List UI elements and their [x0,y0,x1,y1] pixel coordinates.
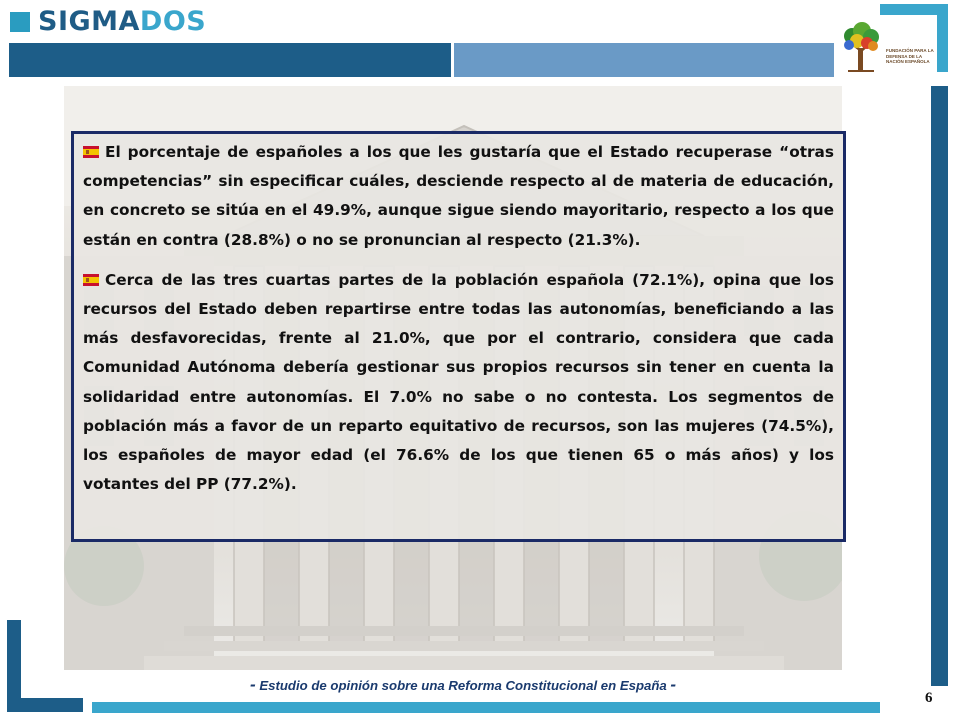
paragraph-2 [83,266,834,500]
paragraph-1-text: El porcentaje de españoles a los que les gustaría que el Estado recuperase “otras competencias” sin especificar cuáles, desciende respecto al de materia de educación, en concreto se sitúa en el 49.9%, aunque sigue siendo mayoritario, respecto a los que están en contra (28.8%) o no se pronuncian al respecto (21.3%). [83,143,834,249]
header-bar-light [454,43,834,77]
footer-title-text: Estudio de opinión sobre una Reforma Constitucional en España [259,678,667,693]
logo-text-sigma: SIGMA [38,6,140,37]
footer-study-title [250,675,790,695]
logo-text [38,8,206,35]
sigmados-logo [10,8,206,35]
paragraph-2-text: Cerca de las tres cuartas partes de la población española (72.1%), opina que los recursos del Estado deben repartirse entre todas las autonomías, beneficiando a las más desfavorecidas, frente al 21.0%, que por el contrario, considera que cada Comunidad Autónoma debería gestionar sus propios recursos sin tener en cuenta la solidaridad entre autonomías. El 7.0% no sabe o no contesta. Los segmentos de población más a favor de un reparto equitativo de recursos, son las mujeres (74.5%), los españoles de mayor edad (el 76.6% de los que tienen 65 o más años) y los votantes del PP (77.2%). [83,270,834,494]
logo-text-dos: DOS [139,6,207,37]
page-number: 6 [925,690,933,706]
foundation-tree-logo-icon [840,18,940,74]
spain-flag-icon [83,274,99,286]
footer-dash-right: - [670,675,677,694]
foundation-text: FUNDACIÓN PARA LA DEFENSA DE LA NACIÓN ESPAÑOLA [886,48,934,64]
paragraph-1 [83,138,834,255]
right-vertical-bar [931,86,948,686]
header-bar-dark [9,43,451,77]
summary-text-box [71,131,846,542]
corner-bracket-bottom [7,698,83,712]
footer-dash-left: - [250,675,256,694]
footer-bar [92,702,880,713]
spain-flag-icon [83,146,99,158]
logo-square-icon [10,12,30,32]
